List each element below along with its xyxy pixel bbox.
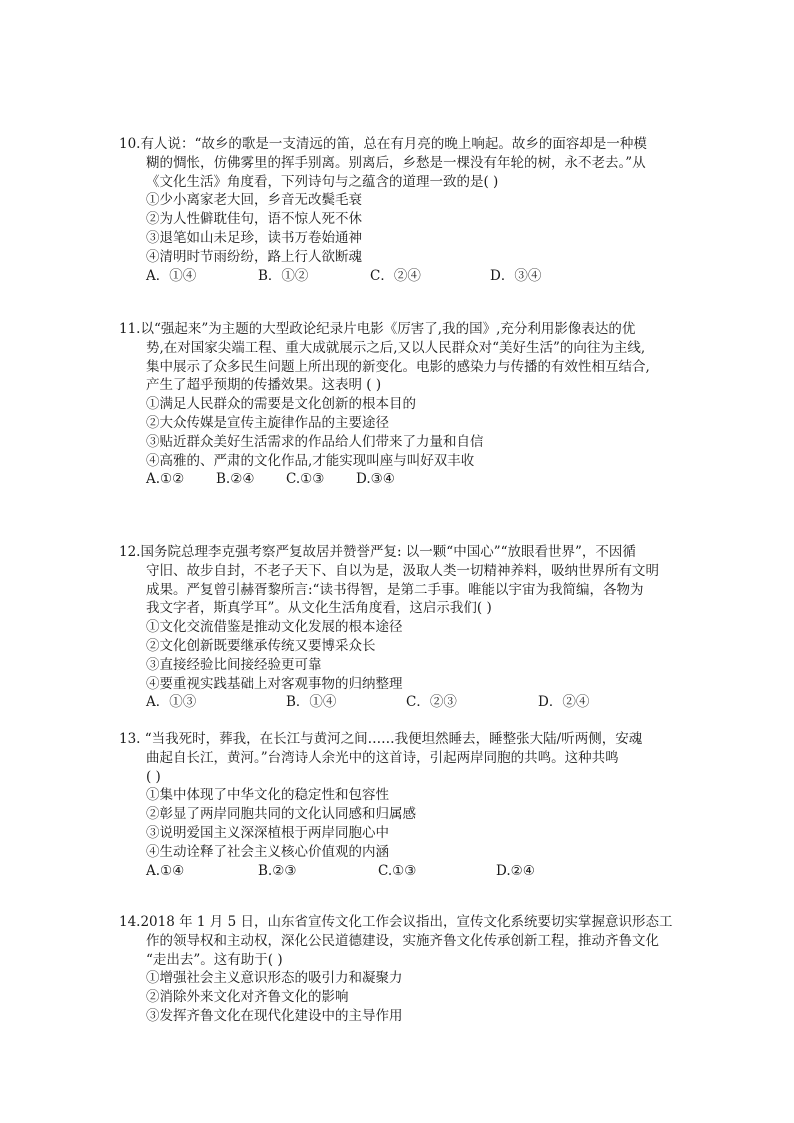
question-stem: 14.2018 年 1 月 5 日，山东省宣传文化工作会议指出，宣传文化系统要切实掌握意识形态工 [119, 914, 673, 930]
option-d: D.③④ [356, 471, 395, 488]
statement: ③发挥齐鲁文化在现代化建设中的主导作用 [146, 1007, 403, 1024]
statement: ④清明时节雨纷纷，路上行人欲断魂 [146, 248, 362, 265]
statement: ③直接经验比间接经验更可靠 [146, 656, 322, 673]
option-b: B.②③ [258, 862, 297, 879]
option-b: B．①② [258, 267, 309, 284]
option-d: D．③④ [490, 267, 542, 284]
statement: ②彰显了两岸同胞共同的文化认同感和归属感 [146, 806, 416, 823]
question-stem: 糊的惆怅，仿佛雾里的挥手别离。别离后，乡愁是一棵没有年轮的树，永不老去。”从 [146, 154, 646, 171]
statement: ①满足人民群众的需要是文化创新的根本目的 [146, 396, 416, 413]
statement: ②消除外来文化对齐鲁文化的影响 [146, 989, 349, 1006]
option-c: C．②③ [406, 694, 457, 711]
option-c: C．②④ [370, 267, 421, 284]
question-stem: 12.国务院总理李克强考察严复故居并赞誉严复: 以一颗“中国心”“放眼看世界”，不因循 [119, 544, 636, 560]
question-stem: 产生了超乎预期的传播效果。这表明 ( ) [146, 377, 382, 394]
answer-options [119, 693, 679, 712]
answer-options [119, 267, 679, 286]
statement: ②为人性僻耽佳句，语不惊人死不休 [146, 211, 362, 228]
option-c: C.①③ [378, 862, 417, 879]
option-d: D.②④ [496, 862, 535, 879]
option-b: B．①④ [286, 694, 337, 711]
question-stem: 集中展示了众多民生问题上所出现的新变化。电影的感染力与传播的有效性相互结合, [146, 358, 650, 375]
statement: ④要重视实践基础上对客观事物的归纳整理 [146, 675, 403, 692]
question-stem: 作的领导权和主动权，深化公民道德建设，实施齐鲁文化传承创新工程，推动齐鲁文化 [146, 932, 659, 949]
statement: ①文化交流借鉴是推动文化发展的根本途径 [146, 619, 403, 636]
question-14 [119, 913, 679, 1026]
answer-options [119, 470, 679, 489]
statement: ②大众传媒是宣传主旋律作品的主要途径 [146, 414, 389, 431]
question-stem: 守旧、故步自封，不老子天下、自以为是，汲取人类一切精神养料，吸纳世界所有文明 [146, 562, 659, 579]
statement: ③退笔如山未足珍，读书万卷始通神 [146, 229, 362, 246]
question-11 [119, 320, 679, 489]
question-stem: 成果。严复曾引赫胥黎所言:“读书得智，是第二手事。唯能以宇宙为我简编，各物为 [146, 581, 644, 598]
option-a: A．①④ [146, 267, 197, 284]
option-b: B.②④ [216, 471, 255, 488]
statement: ③贴近群众美好生活需求的作品给人们带来了力量和自信 [146, 433, 484, 450]
statement: ②文化创新既要继承传统又要博采众长 [146, 637, 376, 654]
option-c: C.①③ [286, 471, 325, 488]
question-stem: 11.以“强起来”为主题的大型政论纪录片电影《厉害了,我的国》,充分利用影像表达的优 [119, 321, 636, 337]
statement: ③说明爱国主义深深植根于两岸同胞心中 [146, 824, 389, 841]
statement: ①增强社会主义意识形态的吸引力和凝聚力 [146, 970, 403, 987]
question-stem: 我文字者，斯真学耳”。从文化生活角度看，这启示我们( ) [146, 600, 492, 617]
question-stem: “走出去”。这有助于( ) [146, 951, 283, 968]
question-12 [119, 543, 679, 712]
question-stem: 13. “当我死时，葬我，在长江与黄河之间……我便坦然睡去，睡整张大陆/听两侧，安魂 [119, 731, 643, 747]
statement: ①少小离家老大回，乡音无改鬓毛衰 [146, 192, 362, 209]
question-stem: 《文化生活》角度看，下列诗句与之蕴含的道理一致的是( ) [146, 173, 499, 190]
question-10 [119, 135, 679, 285]
statement: ①集中体现了中华文化的稳定性和包容性 [146, 787, 389, 804]
option-d: D．②④ [538, 694, 590, 711]
option-a: A.①④ [146, 862, 185, 879]
question-stem: 曲起自长江，黄河。”台湾诗人余光中的这首诗，引起两岸同胞的共鸣。这种共鸣 [146, 749, 619, 766]
statement: ④高雅的、严肃的文化作品,才能实现叫座与叫好双丰收 [146, 452, 475, 469]
option-a: A.①② [146, 471, 185, 488]
question-stem: 势,在对国家尖端工程、重大成就展示之后,又以人民群众对“美好生活”的向往为主线, [146, 339, 646, 356]
answer-options [119, 862, 679, 881]
question-stem: ( ) [146, 768, 161, 785]
question-13 [119, 730, 679, 880]
statement: ④生动诠释了社会主义核心价值观的内涵 [146, 843, 389, 860]
option-a: A．①③ [146, 694, 197, 711]
question-stem: 10.有人说：“故乡的歌是一支清远的笛，总在有月亮的晚上响起。故乡的面容却是一种模 [119, 136, 647, 152]
